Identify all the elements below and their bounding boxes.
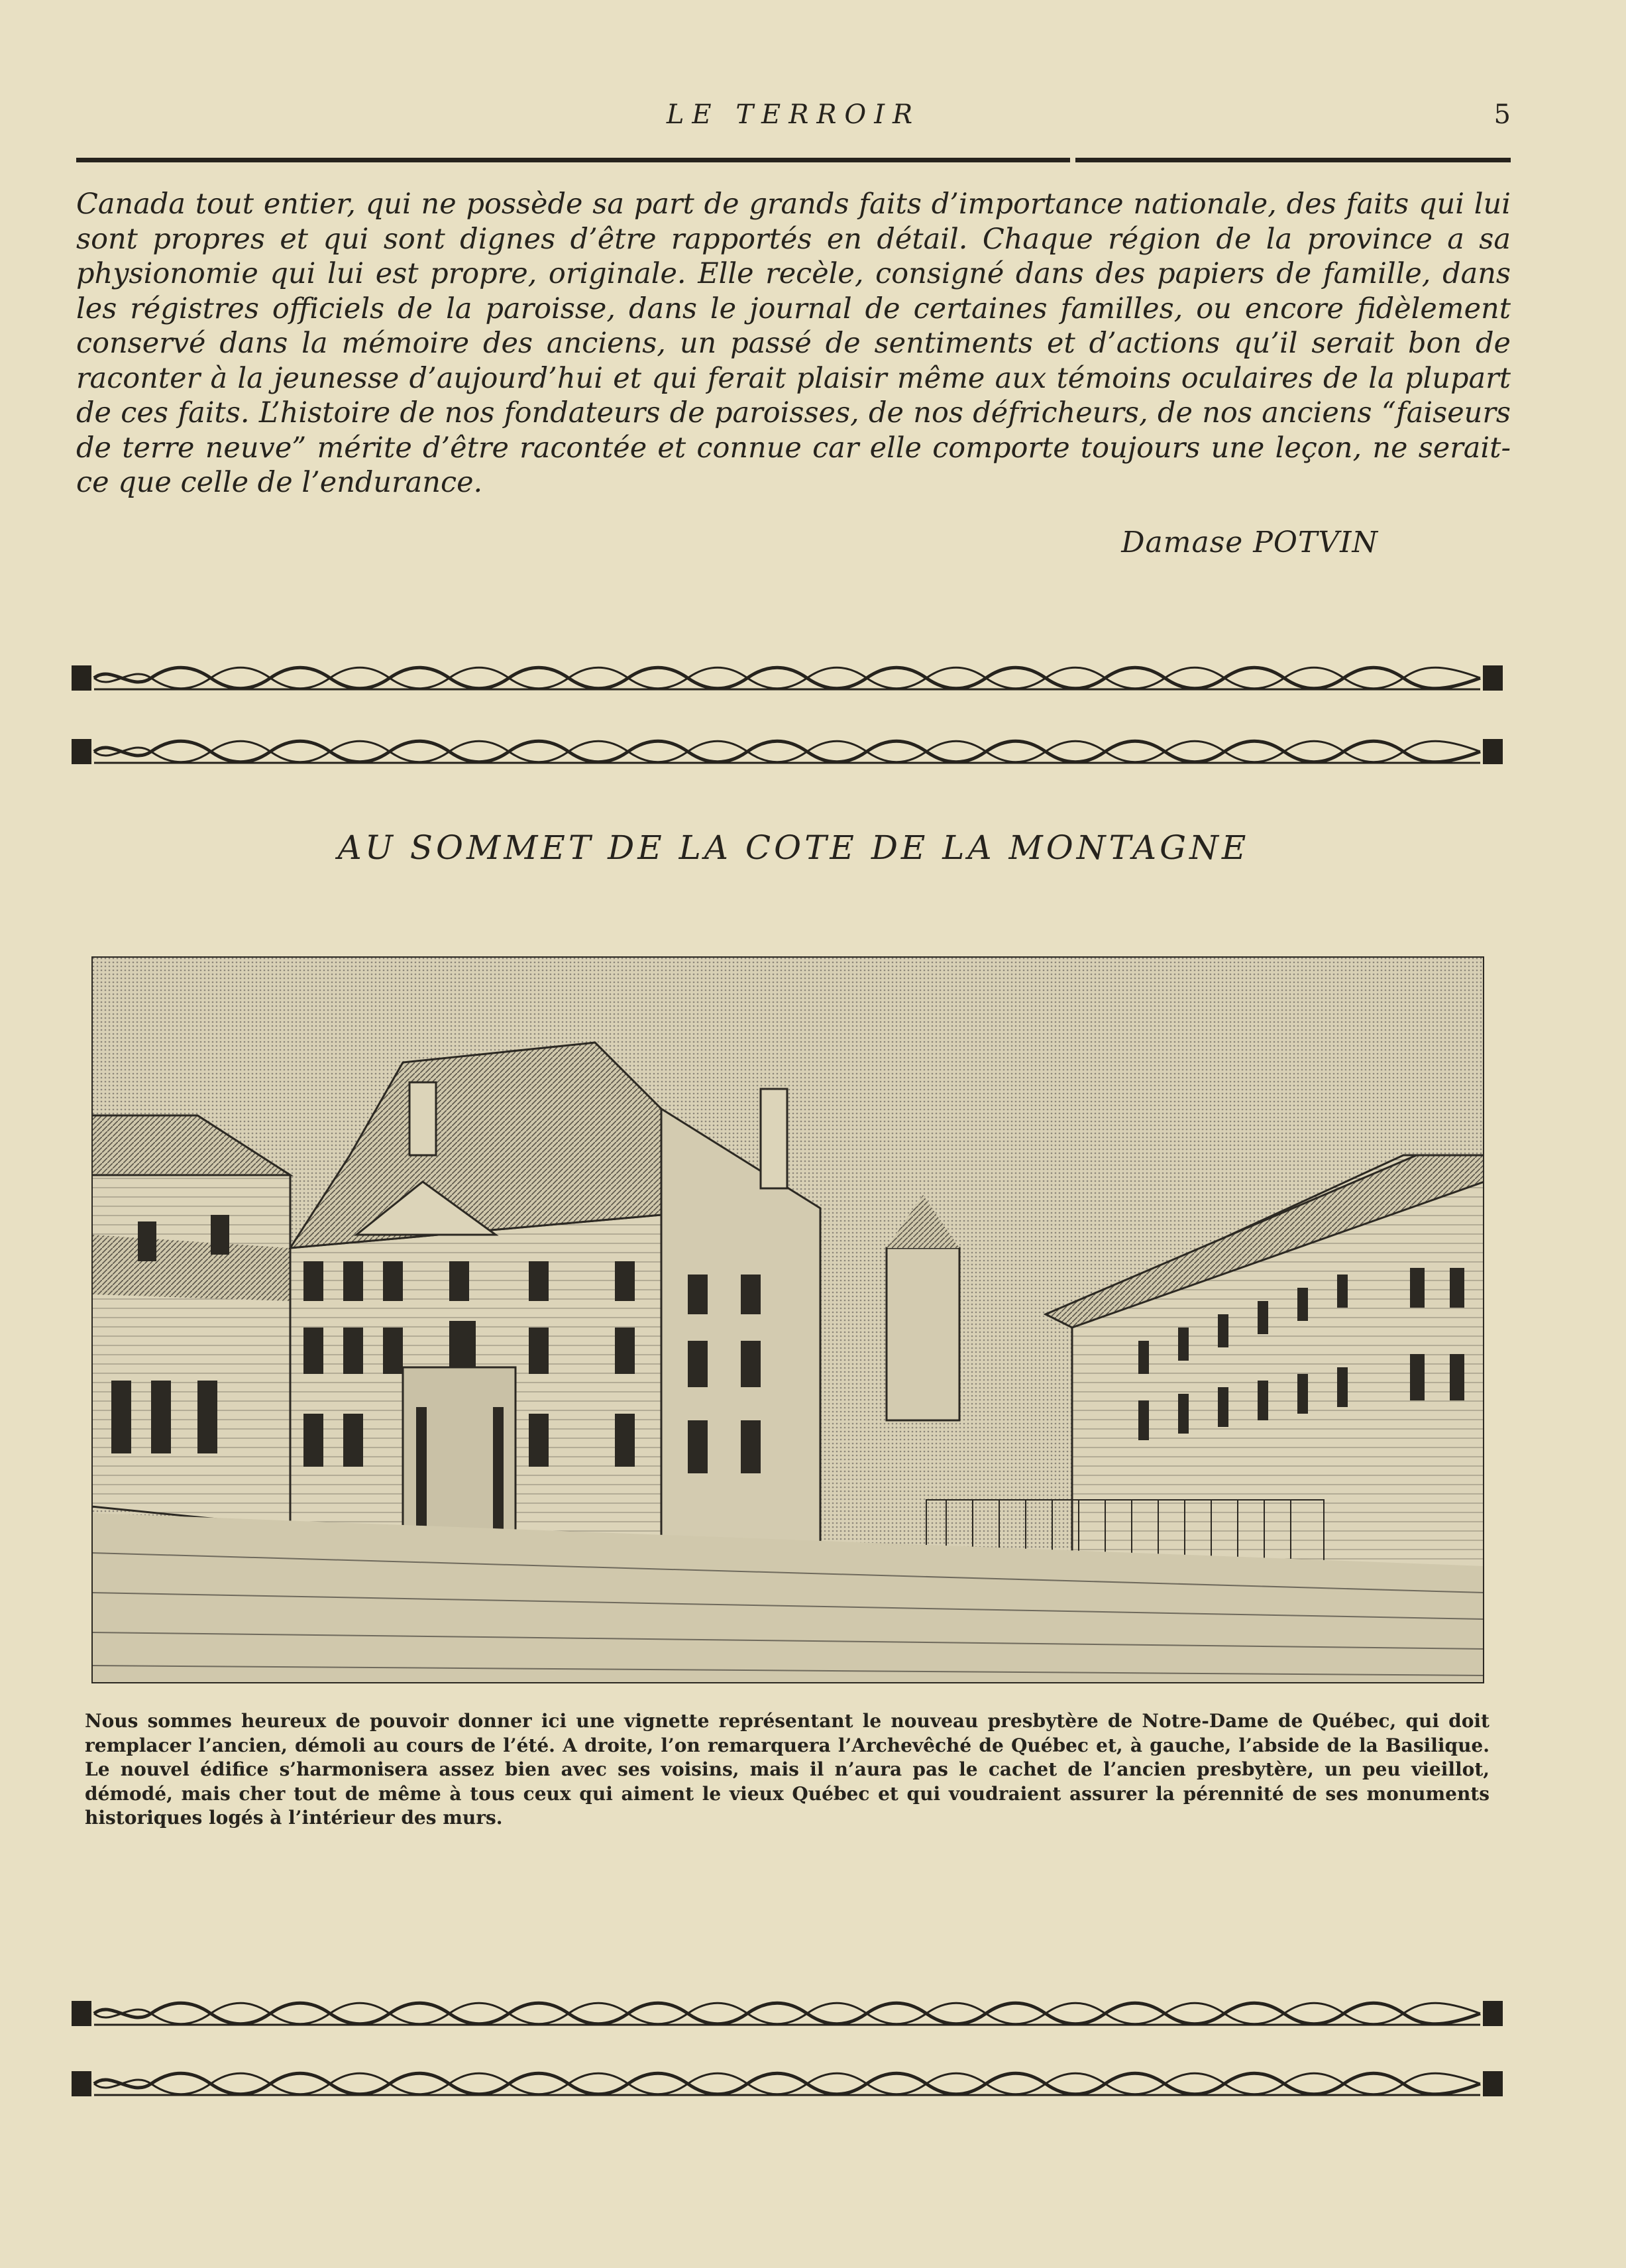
presbytery-illustration — [91, 956, 1484, 1683]
author-signature: Damase POTVIN — [1121, 526, 1378, 559]
ornament-band — [72, 736, 1503, 767]
running-header — [76, 99, 1511, 146]
section-title: AU SOMMET DE LA COTE DE LA MONTAGNE — [337, 828, 1250, 867]
header-rule — [76, 158, 1511, 162]
running-title: LE TERROIR — [666, 99, 921, 130]
ornament-band — [72, 2069, 1503, 2099]
ornament-band — [72, 663, 1503, 693]
article-body: Canada tout entier, qui ne possède sa part de grands faits d’importance nationale, des faits qui lui sont propres et qui sont dignes d’être rapportés en détail. Chaque région de la province a sa physionomie qui lui est propre, originale. Elle recèle, consigné dans des papiers de famille, dans les régistres officiels de la paroisse, dans le journal de certaines familles, ou encore fidèlement conservé dans la mémoire des anciens, un passé de sentiments et d’actions qu’il serait bon de raconter à la jeunesse d’aujourd’hui et qui ferait plaisir même aux témoins oculaires de la plupart de ces faits. L’histoire de nos fondateurs de paroisses, de nos défricheurs, de nos anciens “faiseurs de terre neuve” mérite d’être racontée et connue car elle comporte toujours une leçon, ne serait-ce que celle de l’endurance. — [76, 188, 1511, 499]
illustration-caption: Nous sommes heureux de pouvoir donner ici une vignette représentant le nouveau presbytère de Notre-Dame de Québec, qui doit remplacer l’ancien, démoli au cours de l’été. A droite, l’on remarquera l’Archevêché de Québec et, à gauche, l’abside de la Basilique. Le nouvel édifice s’harmonisera assez bien avec ses voisins, mais il n’aura pas le cachet de l’ancien presbytère, un peu vieillot, démodé, mais cher tout de même à tous ceux qui aiment le vieux Québec et qui voudraient assurer la pérennité de ses monuments historiques logés à l’intérieur des murs. — [85, 1710, 1490, 1829]
page-number: 5 — [1493, 99, 1511, 130]
ornament-band — [72, 1998, 1503, 2029]
